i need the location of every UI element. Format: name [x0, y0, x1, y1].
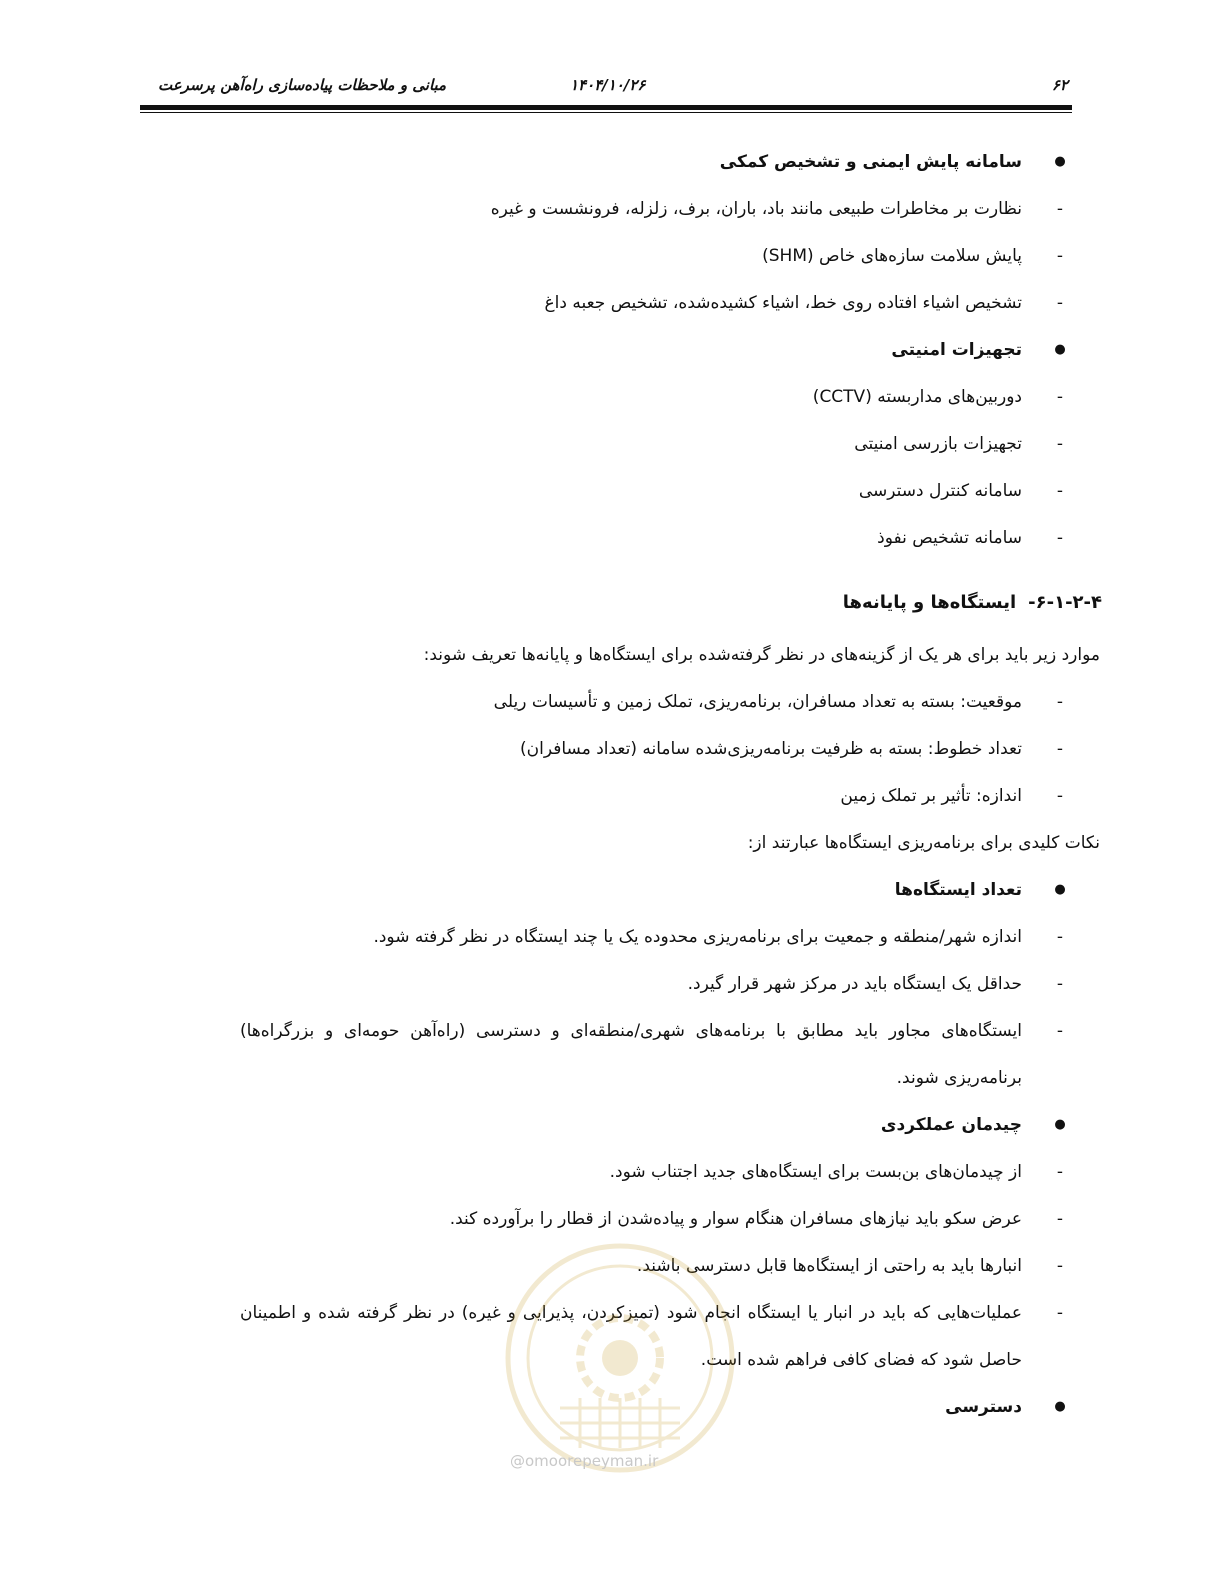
dash-icon: - — [1056, 1162, 1064, 1182]
section-heading — [170, 573, 1102, 635]
list-item-text: اندازه شهر/منطقه و جمعیت برای برنامه‌ریزی محدوده یک یا چند ایستگاه در نظر گرفته شود. — [373, 927, 1022, 947]
dash-icon: - — [1056, 927, 1064, 947]
list-item-text: برنامه‌ریزی شوند. — [896, 1068, 1022, 1088]
watermark-seal-icon — [500, 1238, 740, 1478]
bullet-title: تجهیزات امنیتی — [891, 340, 1022, 360]
list-item — [140, 424, 1072, 471]
bullet-title: تعداد ایستگاه‌ها — [894, 880, 1022, 900]
dash-icon: - — [1056, 1303, 1064, 1323]
page-header — [140, 76, 1072, 102]
header-date: ۱۴۰۴/۱۰/۲۶ — [570, 76, 646, 94]
dash-icon: - — [1056, 1209, 1064, 1229]
list-item-text: پایش سلامت سازه‌های خاص (SHM) — [762, 246, 1022, 266]
list-item-text: انبارها باید به راحتی از ایستگاه‌ها قابل دسترسی باشند. — [636, 1256, 1022, 1276]
bullet-dot-icon: ● — [1054, 154, 1066, 169]
list-item-text: تعداد خطوط: بسته به ظرفیت برنامه‌ریزی‌شده سامانه (تعداد مسافران) — [520, 739, 1022, 759]
list-item — [140, 1152, 1072, 1199]
dash-icon: - — [1056, 387, 1064, 407]
dash-icon: - — [1056, 974, 1064, 994]
bullet-item — [140, 870, 1072, 917]
list-item — [140, 1011, 1072, 1058]
list-item — [140, 377, 1072, 424]
list-item-continuation — [140, 1058, 1072, 1105]
bullet-title: چیدمان عملکردی — [880, 1115, 1022, 1135]
list-item-text: حداقل یک ایستگاه باید در مرکز شهر قرار گیرد. — [687, 974, 1022, 994]
list-item — [140, 682, 1072, 729]
list-item-text: اندازه: تأثیر بر تملک زمین — [840, 786, 1022, 806]
list-item — [140, 518, 1072, 565]
header-title: مبانی و ملاحظات پیاده‌سازی راه‌آهن پرسرعت — [158, 76, 447, 94]
list-item-text: عملیات‌هایی که باید در انبار یا ایستگاه انجام شود (تمیزکردن، پذیرایی و غیره) در نظر گرفته شده و اطمینان — [240, 1303, 1022, 1323]
list-item — [140, 917, 1072, 964]
dash-icon: - — [1056, 246, 1064, 266]
dash-icon: - — [1056, 293, 1064, 313]
list-item — [140, 471, 1072, 518]
list-item — [140, 776, 1072, 823]
section-title: ایستگاه‌ها و پایانه‌ها — [842, 592, 1017, 613]
list-item — [140, 729, 1072, 776]
list-item-text: تشخیص اشیاء افتاده روی خط، اشیاء کشیده‌شده، تشخیص جعبه داغ — [544, 293, 1022, 313]
dash-icon: - — [1056, 199, 1064, 219]
bullet-item — [140, 142, 1072, 189]
list-item-text: ایستگاه‌های مجاور باید مطابق با برنامه‌های شهری/منطقه‌ای و دسترسی (راه‌آهن حومه‌ای و بزرگراه‌ها) — [240, 1021, 1022, 1041]
bullet-dot-icon: ● — [1054, 882, 1066, 897]
list-item-text: سامانه تشخیص نفوذ — [877, 528, 1022, 548]
bullet-item — [140, 1105, 1072, 1152]
bullet-title: دسترسی — [945, 1397, 1022, 1417]
list-item-text: دوربین‌های مداربسته (CCTV) — [812, 387, 1022, 407]
list-item-text: سامانه کنترل دسترسی — [858, 481, 1022, 501]
dash-icon: - — [1056, 739, 1064, 759]
list-item — [140, 964, 1072, 1011]
dash-icon: - — [1056, 786, 1064, 806]
dash-icon: - — [1056, 1256, 1064, 1276]
list-item — [140, 283, 1072, 330]
list-item-text: حاصل شود که فضای کافی فراهم شده است. — [700, 1350, 1022, 1370]
dash-icon: - — [1056, 528, 1064, 548]
bullet-dot-icon: ● — [1054, 1117, 1066, 1132]
list-item-text: عرض سکو باید نیازهای مسافران هنگام سوار و پیاده‌شدن از قطار را برآورده کند. — [449, 1209, 1022, 1229]
dash-icon: - — [1056, 692, 1064, 712]
list-item — [140, 189, 1072, 236]
bullet-title: سامانه پایش ایمنی و تشخیص کمکی — [719, 152, 1022, 172]
header-rule-thick — [140, 105, 1072, 110]
list-item — [140, 236, 1072, 283]
paragraph: نکات کلیدی برای برنامه‌ریزی ایستگاه‌ها عبارتند از: — [747, 833, 1100, 853]
list-item-text: تجهیزات بازرسی امنیتی — [854, 434, 1022, 454]
page-number: ۶۲ — [1051, 76, 1068, 94]
list-item-text: نظارت بر مخاطرات طبیعی مانند باد، باران، برف، زلزله، فرونشست و غیره — [490, 199, 1022, 219]
list-item-text: از چیدمان‌های بن‌بست برای ایستگاه‌های جدید اجتناب شود. — [609, 1162, 1022, 1182]
dash-icon: - — [1056, 434, 1064, 454]
bullet-dot-icon: ● — [1054, 342, 1066, 357]
dash-icon: - — [1056, 1021, 1064, 1041]
bullet-item — [140, 330, 1072, 377]
watermark-url: @omoorepeyman.ir — [510, 1452, 659, 1470]
bullet-dot-icon: ● — [1054, 1399, 1066, 1414]
list-item-text: موقعیت: بسته به تعداد مسافران، برنامه‌ریزی، تملک زمین و تأسیسات ریلی — [493, 692, 1022, 712]
paragraph: موارد زیر باید برای هر یک از گزینه‌های در نظر گرفته‌شده برای ایستگاه‌ها و پایانه‌ها تعریف شوند: — [423, 645, 1100, 665]
section-number: ۶-۱-۲-۴- — [1028, 592, 1102, 613]
header-rule-thin — [140, 112, 1072, 113]
dash-icon: - — [1056, 481, 1064, 501]
